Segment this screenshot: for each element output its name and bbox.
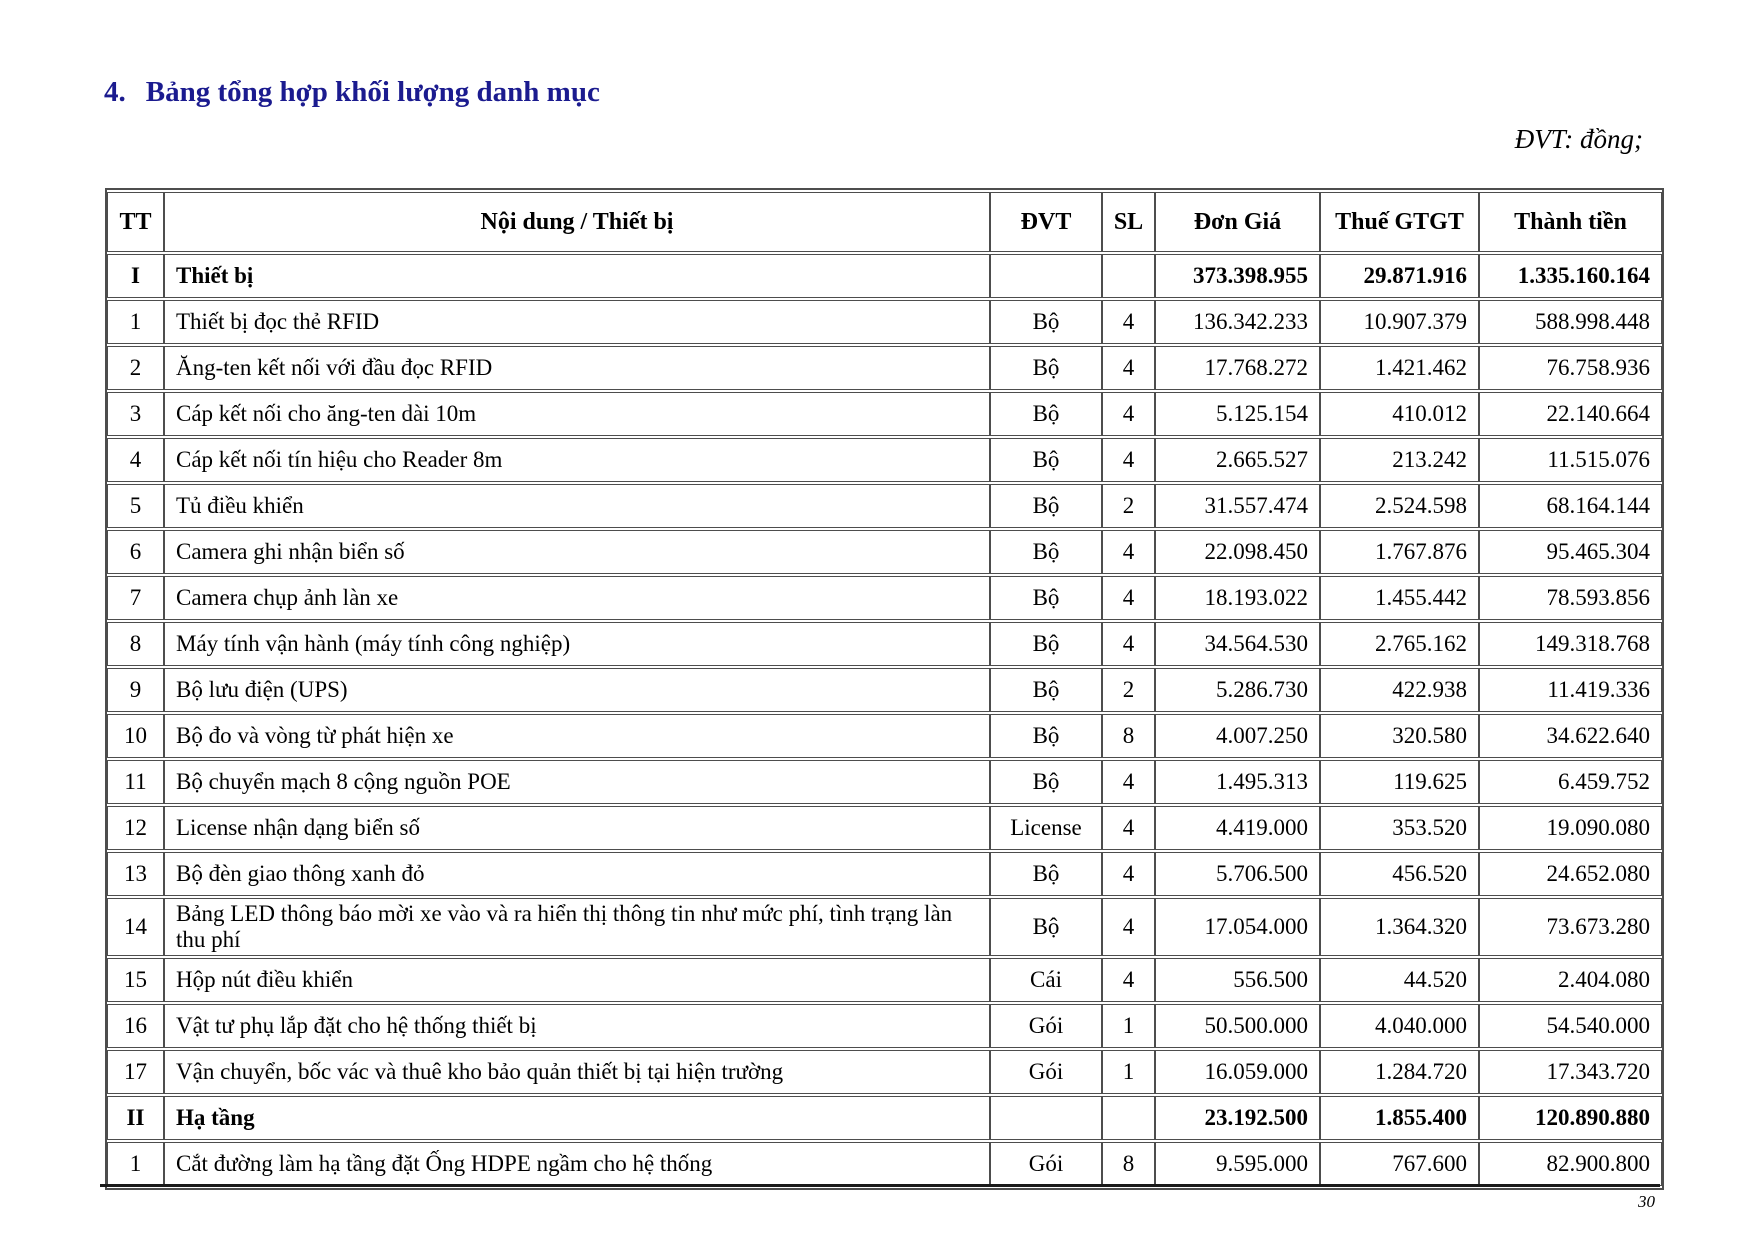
cell-tt: 16 [107, 1004, 164, 1048]
cell-dvt: Gói [990, 1142, 1102, 1186]
cell-don_gia: 373.398.955 [1155, 254, 1320, 298]
cell-tt: 3 [107, 392, 164, 436]
cell-sl: 4 [1102, 530, 1155, 574]
cell-thue_gtgt: 1.855.400 [1320, 1096, 1479, 1140]
table-row [107, 760, 1662, 804]
cell-dvt: Bộ [990, 300, 1102, 344]
cell-dvt: Gói [990, 1050, 1102, 1094]
cell-thanh_tien: 11.419.336 [1479, 668, 1662, 712]
cell-name: Thiết bị [164, 254, 990, 298]
column-header: Đơn Giá [1155, 192, 1320, 252]
cell-tt: II [107, 1096, 164, 1140]
column-header: Thành tiền [1479, 192, 1662, 252]
section-row [107, 1096, 1662, 1140]
table-row [107, 1050, 1662, 1094]
table-row [107, 576, 1662, 620]
cell-name: Cắt đường làm hạ tầng đặt Ống HDPE ngầm cho hệ thống [164, 1142, 990, 1186]
cell-thue_gtgt: 2.765.162 [1320, 622, 1479, 666]
cell-thue_gtgt: 767.600 [1320, 1142, 1479, 1186]
cell-thanh_tien: 11.515.076 [1479, 438, 1662, 482]
cell-thue_gtgt: 1.421.462 [1320, 346, 1479, 390]
cell-don_gia: 31.557.474 [1155, 484, 1320, 528]
table-row [107, 806, 1662, 850]
cell-sl [1102, 254, 1155, 298]
cell-sl: 8 [1102, 714, 1155, 758]
cell-thue_gtgt: 1.284.720 [1320, 1050, 1479, 1094]
cell-thanh_tien: 2.404.080 [1479, 958, 1662, 1002]
cell-tt: 15 [107, 958, 164, 1002]
cell-name: Vận chuyển, bốc vác và thuê kho bảo quản thiết bị tại hiện trường [164, 1050, 990, 1094]
cell-thanh_tien: 76.758.936 [1479, 346, 1662, 390]
cell-sl: 1 [1102, 1050, 1155, 1094]
table-row [107, 530, 1662, 574]
section-title-number: 4. [104, 76, 126, 108]
cell-thue_gtgt: 4.040.000 [1320, 1004, 1479, 1048]
cell-thanh_tien: 24.652.080 [1479, 852, 1662, 896]
cell-tt: 6 [107, 530, 164, 574]
cell-name: Hộp nút điều khiển [164, 958, 990, 1002]
table-row [107, 714, 1662, 758]
cell-dvt: Bộ [990, 530, 1102, 574]
cell-tt: 2 [107, 346, 164, 390]
cell-don_gia: 23.192.500 [1155, 1096, 1320, 1140]
cell-tt: 10 [107, 714, 164, 758]
cell-don_gia: 5.125.154 [1155, 392, 1320, 436]
cell-tt: 4 [107, 438, 164, 482]
cell-thue_gtgt: 353.520 [1320, 806, 1479, 850]
cell-thanh_tien: 95.465.304 [1479, 530, 1662, 574]
cell-thanh_tien: 82.900.800 [1479, 1142, 1662, 1186]
cell-sl: 4 [1102, 392, 1155, 436]
table-header [107, 192, 1662, 252]
cell-thanh_tien: 149.318.768 [1479, 622, 1662, 666]
cell-thanh_tien: 588.998.448 [1479, 300, 1662, 344]
cell-sl: 4 [1102, 760, 1155, 804]
cell-name: Cáp kết nối tín hiệu cho Reader 8m [164, 438, 990, 482]
cell-thanh_tien: 73.673.280 [1479, 898, 1662, 956]
cell-thanh_tien: 6.459.752 [1479, 760, 1662, 804]
cell-don_gia: 17.054.000 [1155, 898, 1320, 956]
cell-name: Ăng-ten kết nối với đầu đọc RFID [164, 346, 990, 390]
cell-name: Bộ lưu điện (UPS) [164, 668, 990, 712]
cell-thue_gtgt: 2.524.598 [1320, 484, 1479, 528]
cell-sl: 1 [1102, 1004, 1155, 1048]
cell-sl: 2 [1102, 484, 1155, 528]
column-header: SL [1102, 192, 1155, 252]
column-header: TT [107, 192, 164, 252]
cell-tt: 7 [107, 576, 164, 620]
cell-name: Bộ đèn giao thông xanh đỏ [164, 852, 990, 896]
cell-don_gia: 1.495.313 [1155, 760, 1320, 804]
cell-tt: 8 [107, 622, 164, 666]
cell-don_gia: 22.098.450 [1155, 530, 1320, 574]
cell-sl: 4 [1102, 958, 1155, 1002]
cell-thue_gtgt: 1.455.442 [1320, 576, 1479, 620]
cell-don_gia: 136.342.233 [1155, 300, 1320, 344]
cell-thue_gtgt: 456.520 [1320, 852, 1479, 896]
cell-dvt: Bộ [990, 898, 1102, 956]
cell-thue_gtgt: 1.364.320 [1320, 898, 1479, 956]
column-header: Nội dung / Thiết bị [164, 192, 990, 252]
cell-dvt: License [990, 806, 1102, 850]
cell-name: Camera ghi nhận biển số [164, 530, 990, 574]
cell-dvt: Bộ [990, 622, 1102, 666]
cell-thanh_tien: 34.622.640 [1479, 714, 1662, 758]
cell-don_gia: 17.768.272 [1155, 346, 1320, 390]
table-row [107, 346, 1662, 390]
cell-thue_gtgt: 44.520 [1320, 958, 1479, 1002]
cell-sl: 4 [1102, 438, 1155, 482]
cell-sl [1102, 1096, 1155, 1140]
cell-sl: 4 [1102, 806, 1155, 850]
table-row [107, 392, 1662, 436]
cell-thanh_tien: 19.090.080 [1479, 806, 1662, 850]
cell-name: Thiết bị đọc thẻ RFID [164, 300, 990, 344]
table-row [107, 1004, 1662, 1048]
cell-name: Camera chụp ảnh làn xe [164, 576, 990, 620]
cell-name: Tủ điều khiển [164, 484, 990, 528]
cell-sl: 4 [1102, 576, 1155, 620]
cell-don_gia: 4.419.000 [1155, 806, 1320, 850]
cell-don_gia: 50.500.000 [1155, 1004, 1320, 1048]
cell-name: Cáp kết nối cho ăng-ten dài 10m [164, 392, 990, 436]
cell-tt: 5 [107, 484, 164, 528]
cell-sl: 4 [1102, 852, 1155, 896]
cell-dvt: Bộ [990, 852, 1102, 896]
cell-thanh_tien: 78.593.856 [1479, 576, 1662, 620]
cell-don_gia: 4.007.250 [1155, 714, 1320, 758]
cell-name: Bộ chuyển mạch 8 cộng nguồn POE [164, 760, 990, 804]
cell-don_gia: 5.286.730 [1155, 668, 1320, 712]
cell-don_gia: 5.706.500 [1155, 852, 1320, 896]
cell-thanh_tien: 1.335.160.164 [1479, 254, 1662, 298]
cell-dvt [990, 1096, 1102, 1140]
cell-name: Bảng LED thông báo mời xe vào và ra hiển thị thông tin như mức phí, tình trạng làn thu phí [164, 898, 990, 956]
table-row [107, 622, 1662, 666]
footer-rule [100, 1184, 1660, 1187]
section-title [104, 76, 600, 109]
cell-name: Hạ tầng [164, 1096, 990, 1140]
table-row [107, 1142, 1662, 1186]
cell-thue_gtgt: 213.242 [1320, 438, 1479, 482]
cell-thue_gtgt: 10.907.379 [1320, 300, 1479, 344]
cell-thanh_tien: 120.890.880 [1479, 1096, 1662, 1140]
cell-tt: 14 [107, 898, 164, 956]
cell-thue_gtgt: 410.012 [1320, 392, 1479, 436]
cell-tt: 1 [107, 1142, 164, 1186]
cell-thanh_tien: 68.164.144 [1479, 484, 1662, 528]
cell-name: Máy tính vận hành (máy tính công nghiệp) [164, 622, 990, 666]
cell-thue_gtgt: 320.580 [1320, 714, 1479, 758]
column-header: Thuế GTGT [1320, 192, 1479, 252]
cell-dvt: Bộ [990, 576, 1102, 620]
cell-dvt: Bộ [990, 392, 1102, 436]
cell-thanh_tien: 22.140.664 [1479, 392, 1662, 436]
cell-thanh_tien: 17.343.720 [1479, 1050, 1662, 1094]
table-row [107, 668, 1662, 712]
cell-dvt: Bộ [990, 438, 1102, 482]
cell-dvt: Bộ [990, 346, 1102, 390]
cell-tt: 1 [107, 300, 164, 344]
cell-name: Bộ đo và vòng từ phát hiện xe [164, 714, 990, 758]
cell-sl: 4 [1102, 346, 1155, 390]
cell-dvt: Bộ [990, 668, 1102, 712]
cell-dvt [990, 254, 1102, 298]
cell-thue_gtgt: 1.767.876 [1320, 530, 1479, 574]
cell-tt: 17 [107, 1050, 164, 1094]
quantity-summary-table [105, 188, 1664, 1190]
cell-tt: I [107, 254, 164, 298]
cell-dvt: Cái [990, 958, 1102, 1002]
cell-tt: 9 [107, 668, 164, 712]
cell-name: License nhận dạng biển số [164, 806, 990, 850]
cell-sl: 8 [1102, 1142, 1155, 1186]
cell-sl: 4 [1102, 622, 1155, 666]
cell-don_gia: 34.564.530 [1155, 622, 1320, 666]
table-row [107, 300, 1662, 344]
cell-thue_gtgt: 119.625 [1320, 760, 1479, 804]
cell-don_gia: 556.500 [1155, 958, 1320, 1002]
section-row [107, 254, 1662, 298]
table-row [107, 958, 1662, 1002]
unit-note: ĐVT: đồng; [1514, 124, 1643, 154]
cell-don_gia: 9.595.000 [1155, 1142, 1320, 1186]
cell-sl: 2 [1102, 668, 1155, 712]
cell-dvt: Bộ [990, 714, 1102, 758]
cell-don_gia: 2.665.527 [1155, 438, 1320, 482]
table-row [107, 438, 1662, 482]
table-body [107, 254, 1662, 1186]
cell-sl: 4 [1102, 898, 1155, 956]
cell-sl: 4 [1102, 300, 1155, 344]
page-number: 30 [1638, 1192, 1655, 1211]
cell-dvt: Bộ [990, 484, 1102, 528]
section-title-text: Bảng tổng hợp khối lượng danh mục [145, 76, 600, 108]
cell-name: Vật tư phụ lắp đặt cho hệ thống thiết bị [164, 1004, 990, 1048]
cell-don_gia: 16.059.000 [1155, 1050, 1320, 1094]
column-header: ĐVT [990, 192, 1102, 252]
table-row [107, 852, 1662, 896]
cell-don_gia: 18.193.022 [1155, 576, 1320, 620]
header-row [107, 192, 1662, 252]
table-row [107, 898, 1662, 956]
cell-dvt: Gói [990, 1004, 1102, 1048]
cell-tt: 13 [107, 852, 164, 896]
cell-tt: 11 [107, 760, 164, 804]
table-row [107, 484, 1662, 528]
cell-thanh_tien: 54.540.000 [1479, 1004, 1662, 1048]
cell-dvt: Bộ [990, 760, 1102, 804]
cell-tt: 12 [107, 806, 164, 850]
cell-thue_gtgt: 422.938 [1320, 668, 1479, 712]
cell-thue_gtgt: 29.871.916 [1320, 254, 1479, 298]
